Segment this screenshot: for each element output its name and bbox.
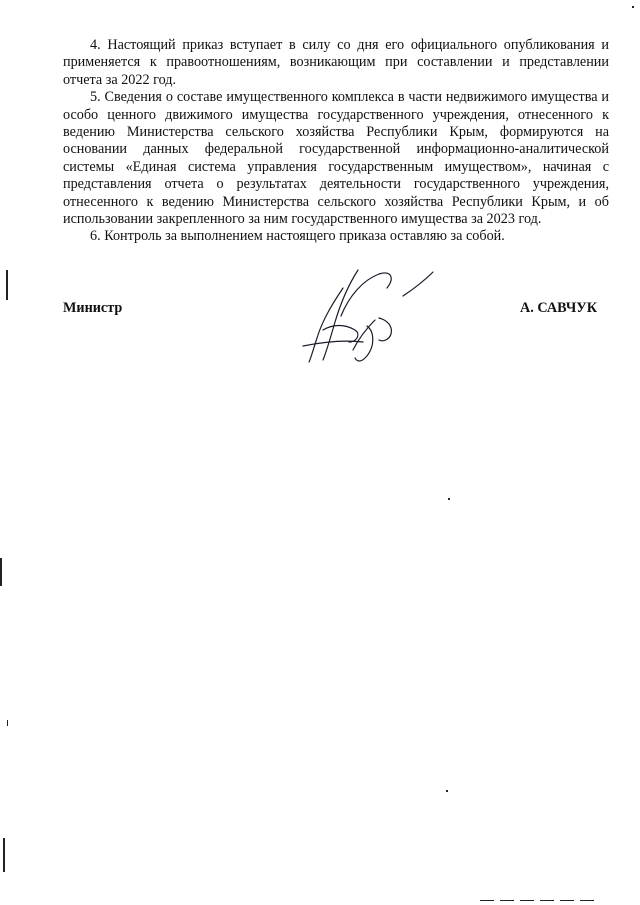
- scan-mark-left-1: [6, 270, 8, 300]
- scan-mark-left-2: [0, 558, 2, 586]
- paragraph-6: 6. Контроль за выполнением настоящего приказа оставляю за собой.: [90, 228, 505, 245]
- signatory-title: Министр: [63, 300, 123, 316]
- scan-mark-bottom-1: [480, 900, 494, 901]
- scan-mark-bottom-2: [500, 900, 514, 901]
- signatory-name: А. САВЧУК: [520, 300, 597, 316]
- paragraph-4: 4. Настоящий приказ вступает в силу со дня его официального опубликования и применяется к правоотношениям, возникающим при составлении и представлении отчета за 2022 год.: [63, 37, 609, 88]
- scan-mark-bottom-4: [540, 900, 554, 901]
- scan-speck-2: [446, 790, 448, 792]
- scan-speck-3: [632, 6, 634, 8]
- paragraph-5: 5. Сведения о составе имущественного комплекса в части недвижимого имущества и особо ценного движимого имущества государственного учреждения, отнесенного к ведению Министерства сельского хозяйства Республики Крым, формируются на основании данных федеральной государственной информационно-аналитической системы «Единая система управления государственным имуществом», начиная с представления отчета о результатах деятельности государственного учреждения, отнесенного к ведению Министерства сельского хозяйства Республики Крым, и об использовании закрепленного за ним государственного имущества за 2023 год.: [63, 89, 609, 228]
- handwritten-signature: [283, 258, 443, 368]
- scan-mark-left-3: [3, 838, 5, 872]
- scan-mark-bottom-3: [520, 900, 534, 901]
- scan-mark-bottom-5: [560, 900, 574, 901]
- scan-speck-1: [448, 498, 450, 500]
- scan-mark-bottom-6: [580, 900, 594, 901]
- document-body: [63, 37, 609, 246]
- scan-mark-left-4: [7, 720, 8, 726]
